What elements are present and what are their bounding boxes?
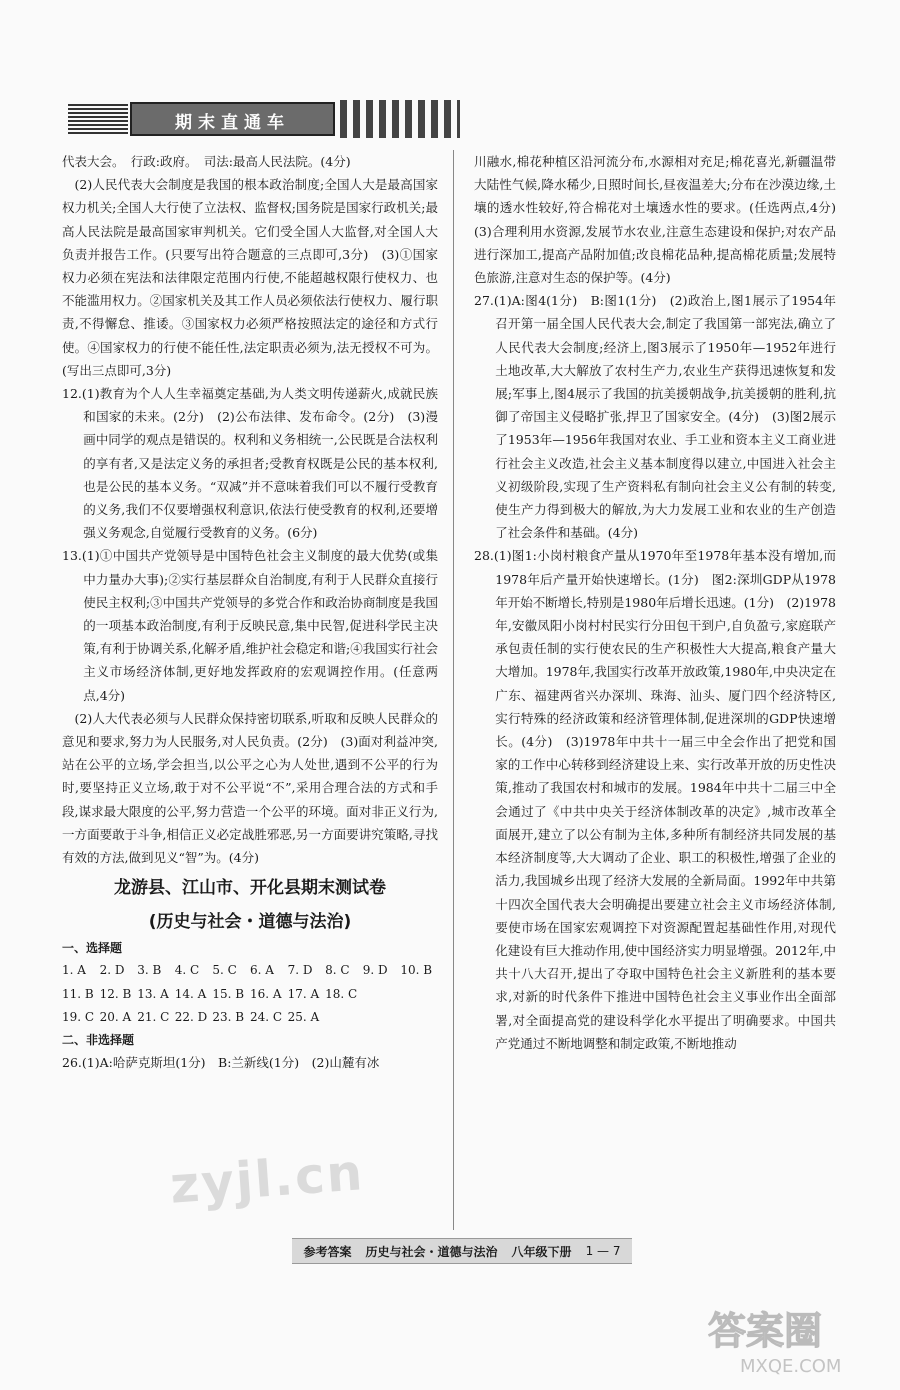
page-footer: [292, 1238, 632, 1264]
choice-answer: 4. C: [174, 963, 200, 978]
watermark-logo: [700, 1300, 870, 1380]
footer-grade: 八年级下册: [511, 1244, 572, 1259]
answer-paragraph: 13.(1)①中国共产党领导是中国特色社会主义制度的最大优势(或集中力量办大事);②实行基层群众自治制度,有利于人民群众直接行使民主权利;③中国共产党领导的多党合作和政治协商制度是我国的一项基本政治制度,有利于反映民意,集中民智,促进科学民主决策,有利于协调关系,化解矛盾,维护社会稳定和谐;④我国实行社会主义市场经济体制,更好地发挥政府的宏观调控作用。(任意两点,4分): [62, 548, 438, 703]
choice-answer: 21. C: [137, 1009, 170, 1024]
choice-answer: 25. A: [287, 1009, 320, 1024]
choice-answers-row: [62, 983, 438, 1006]
choice-answer: 19. C: [62, 1009, 95, 1024]
answer-paragraph: (2)人民代表大会制度是我国的根本政治制度;全国人大是最高国家权力机关;全国人大行使了立法权、监督权;国务院是国家行政机关;最高人民法院是最高国家审判机关。它们受全国人大监督,对全国人大负责并报告工作。(只要写出符合题意的三点即可,3分) (3)①国家权力必须在宪法和法律限定范围内行使,不能超越权限行使权力、也不能滥用权力。②国家机关及其工作人员必须依法行使权力、履行职责,不得懈怠、推诿。③国家权力必须严格按照法定的途径和方式行使。④国家权力的行使不能任性,法定职责必须为,法无授权不可为。(写出三点即可,3分): [62, 177, 438, 378]
choice-answer: 10. B: [400, 963, 433, 978]
choice-answer: 12. B: [99, 986, 132, 1001]
choice-answer: 13. A: [137, 986, 169, 1001]
choice-answer: 5. C: [212, 963, 237, 978]
choice-answer: 15. B: [212, 986, 245, 1001]
answer-paragraph: 川融水,棉花种植区沿河流分布,水源相对充足;棉花喜光,新疆温带大陆性气候,降水稀少,日照时间长,昼夜温差大;分布在沙漠边缘,土壤的透水性较好,符合棉花对土壤透水性的要求。(任选两点,4分) (3)合理利用水资源,发展节水农业,注意生态建设和保护;对农产品进行深加工,提高产品附加值;改良棉花品种,提高棉花质量;发展特色旅游,注意对生态的保护等。(4分): [474, 154, 849, 286]
choice-answer: 23. B: [212, 1009, 245, 1024]
section-heading-choice: 一、选择题: [62, 941, 123, 956]
header-title-box: [130, 102, 335, 136]
watermark-logo-url: MXQE.COM: [740, 1356, 842, 1377]
choice-answer: 24. C: [249, 1009, 283, 1024]
choice-answers-row: [62, 959, 438, 982]
choice-answer: 9. D: [362, 963, 388, 978]
answer-paragraph: 28.(1)图1:小岗村粮食产量从1970年至1978年基本没有增加,而1978年后产量开始快速增长。(1分) 图2:深圳GDP从1978年开始不断增长,特别是1980年后增长迅速。(1分) (2)1978年,安徽凤阳小岗村村民实行分田包干到户,自负盈亏,家庭联产承包责任制的实行使农民的生产积极性大大提高,粮食产量大大增加。1978年,我国实行改革开放政策,1980年,中央决定在广东、福建两省兴办深圳、珠海、汕头、厦门四个经济特区,实行特殊的经济政策和经济管理体制,促进深圳的GDP快速增长。(4分) (3)1978年中共十一届三中全会作出了把党和国家的工作中心转移到经济建设上来、实行改革开放的历史性决策,推动了我国农村和城市的发展。1984年中共十二届三中全会通过了《中共中央关于经济体制改革的决定》,城市改革全面展开,建立了以公有制为主体,多种所有制经济共同发展的基本经济制度等,大大调动了企业、职工的积极性,增强了企业的活力,我国城乡出现了经济大发展的全新局面。1992年中共第十四次全国代表大会明确提出要建立社会主义市场经济体制,要使市场在国家宏观调控下对资源配置起基础性作用,对现代化建设有巨大推动作用,使中国经济实力明显增强。2012年,中共十八大召开,提出了夺取中国特色社会主义新胜利的基本要求,对新的时代条件下推进中国特色社会主义事业作出全面部署,对全面提高党的建设科学化水平提出了明确要求。中国共产党通过不断地调整和制定政策,不断地推动: [474, 548, 836, 1051]
watermark-text: zyjl.cn: [168, 1143, 366, 1215]
header-decorative-bars: [340, 100, 460, 138]
choice-answer: 18. C: [325, 986, 358, 1001]
choice-answer: 11. B: [62, 986, 94, 1001]
column-divider: [453, 150, 454, 1230]
choice-answer: 3. B: [137, 963, 162, 978]
choice-answer: 14. A: [174, 986, 207, 1001]
footer-label: 参考答案: [303, 1244, 352, 1259]
answer-paragraph: 26.(1)A:哈萨克斯坦(1分) B:兰新线(1分) (2)山麓有冰: [62, 1054, 380, 1070]
right-column: [474, 150, 849, 1055]
answer-paragraph: (2)人大代表必须与人民群众保持密切联系,听取和反映人民群众的意见和要求,努力为人民服务,对人民负责。(2分) (3)面对利益冲突,站在公平的立场,学会担当,以公平之心为人处世,遇到不公平的行为时,要坚持正义立场,敢于对不公平说“不”,采用合理合法的方式和手段,谋求最大限度的公平,努力营造一个公平的环境。面对非正义行为,一方面要敢于斗争,相信正义必定战胜邪恶,另一方面要讲究策略,寻找有效的方法,做到见义“智”为。(4分): [62, 710, 438, 866]
choice-answer: 7. D: [287, 963, 313, 978]
choice-answers-row: [62, 1006, 438, 1029]
section-heading-nonchoice: 二、非选择题: [62, 1032, 135, 1047]
choice-answer: 16. A: [249, 986, 282, 1001]
choice-answer: 22. D: [174, 1009, 208, 1024]
left-column: [62, 150, 438, 1074]
choice-answer: 2. D: [99, 963, 125, 978]
exam-subtitle: (历史与社会・道德与法治): [148, 912, 352, 933]
exam-title: 龙游县、江山市、开化县期末测试卷: [114, 878, 386, 899]
watermark-logo-text: 答案圈: [708, 1309, 823, 1353]
header-title: 期末直通车: [175, 113, 290, 133]
answer-paragraph: 12.(1)教育为个人人生幸福奠定基础,为人类文明传递薪火,成就民族和国家的未来。(2分) (2)公布法律、发布命令。(2分) (3)漫画中同学的观点是错误的。权利和义务相统一,公民既是合法权利的享有者,又是法定义务的承担者;受教育权既是公民的基本权利,也是公民的基本义务。“双减”并不意味着我们可以不履行受教育的义务,我们不仅要增强权利意识,依法行使受教育的权利,还要增强义务观念,自觉履行受教育的义务。(6分): [62, 386, 438, 541]
choice-answer: 20. A: [99, 1009, 132, 1024]
answer-paragraph: 27.(1)A:图4(1分) B:图1(1分) (2)政治上,图1展示了1954年召开第一届全国人民代表大会,制定了我国第一部宪法,确立了人民代表大会制度;经济上,图3展示了1950年—1952年进行土地改革,大大解放了农村生产力,农业生产获得迅速恢复和发展;军事上,图4展示了我国的抗美援朝战争,抗美援朝的胜利,抗御了帝国主义侵略扩张,捍卫了国家安全。(4分) (3)图2展示了1953年—1956年我国对农业、手工业和资本主义工商业进行社会主义改造,社会主义基本制度得以建立,中国进入社会主义初级阶段,实现了生产资料私有制向社会主义公有制的转变,使生产力得到极大的解放,为大力发展工业和农业的生产创造了社会条件和基础。(4分): [474, 293, 836, 541]
choice-answer: 1. A: [62, 963, 86, 978]
choice-answer: 6. A: [249, 963, 274, 978]
choice-answer: 8. C: [325, 963, 350, 978]
header-banner: [68, 98, 460, 140]
footer-subject: 历史与社会・道德与法治: [365, 1244, 498, 1259]
choice-answer: 17. A: [287, 986, 320, 1001]
page-number: 1 — 7: [585, 1244, 621, 1258]
header-decorative-lines: [68, 104, 128, 134]
answer-paragraph: 代表大会。 行政:政府。 司法:最高人民法院。(4分): [62, 154, 351, 169]
